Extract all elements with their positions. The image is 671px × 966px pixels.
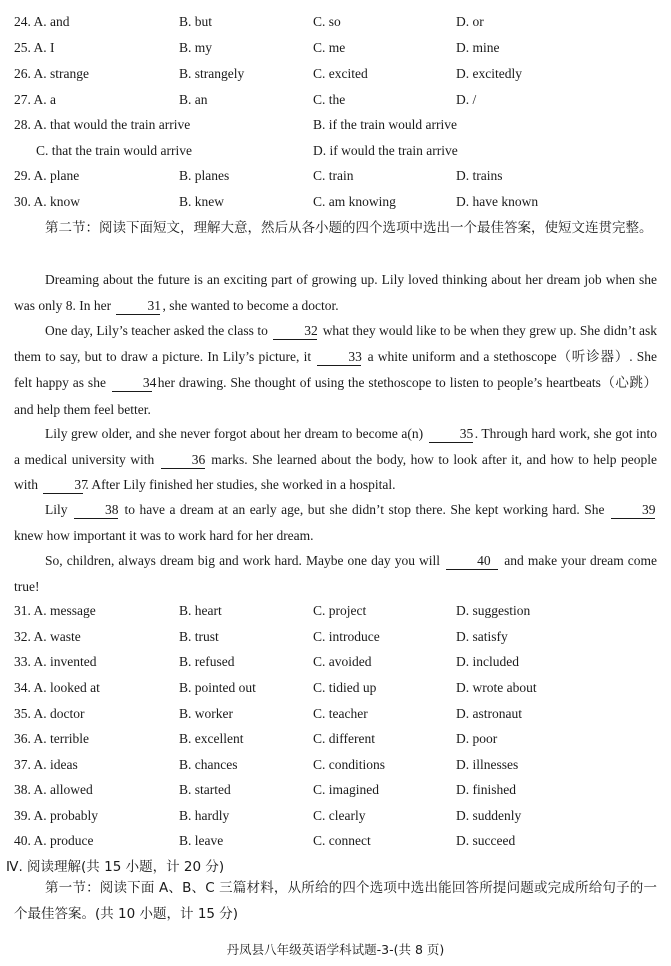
blank-37: 37 — [43, 477, 83, 494]
option-a: 36. A. terrible — [14, 731, 89, 746]
option-d: D. wrote about — [456, 680, 537, 695]
blank-35: 35 — [429, 426, 473, 443]
option-c: C. imagined — [313, 782, 379, 797]
option-d: D. finished — [456, 782, 516, 797]
option-b: B. planes — [179, 168, 230, 183]
option-d: D. or — [456, 14, 484, 29]
option-d: D. succeed — [456, 833, 516, 848]
option-c: C. connect — [313, 833, 371, 848]
option-a: 31. A. message — [14, 603, 96, 618]
options-row-32 — [14, 629, 664, 649]
option-a: 28. A. that would the train arrive — [14, 117, 191, 132]
option-c: C. conditions — [313, 757, 386, 772]
option-c: C. tidied up — [313, 680, 377, 695]
passage-paragraph-4: Lily 38 to have a dream at an early age, but she didn’t stop there. She kept working hard. She 39 knew how important it was to work hard for her dream. — [14, 502, 656, 543]
option-b: B. chances — [179, 757, 238, 772]
option-a: 27. A. a — [14, 92, 57, 107]
option-c: C. so — [313, 14, 341, 29]
option-a: 25. A. I — [14, 40, 55, 55]
option-d: D. illnesses — [456, 757, 519, 772]
option-a: 33. A. invented — [14, 654, 97, 669]
option-b: B. hardly — [179, 808, 230, 823]
option-a: 37. A. ideas — [14, 757, 78, 772]
blank-38: 38 — [74, 502, 118, 519]
option-c: C. teacher — [313, 706, 368, 721]
option-c: C. train — [313, 168, 354, 183]
option-d: D. included — [456, 654, 519, 669]
option-a: 40. A. produce — [14, 833, 94, 848]
blank-32: 32 — [273, 323, 317, 340]
passage-paragraph-2: One day, Lily’s teacher asked the class to 32 what they would like to be when they grew up. She didn’t ask them to say, but to draw a picture. In Lily’s picture, it 33 a white uniform and a stethoscope（听诊器）. She felt happy as she 34 her drawing. She thought of using the stethoscope to listen to people’s heartbeats（心跳）and help them feel better. — [14, 323, 658, 417]
options-row-33 — [14, 654, 664, 674]
option-c: C. am knowing — [313, 194, 396, 209]
options-row-36 — [14, 731, 664, 751]
section2-instructions: 第二节：阅读下面短文，理解大意，然后从各小题的四个选项中选出一个最佳答案，使短文连贯完整。 — [45, 220, 653, 236]
option-c: C. me — [313, 40, 346, 55]
option-d: D. have known — [456, 194, 539, 209]
option-c: C. project — [313, 603, 367, 618]
section4-instructions: 第一节：阅读下面 A、B、C 三篇材料，从所给的四个选项中选出能回答所提问题或完成所给句子的一个最佳答案。(共 10 小题，计 15 分) — [14, 880, 657, 922]
option-b: B. trust — [179, 629, 219, 644]
option-b: B. excellent — [179, 731, 244, 746]
option-a: 26. A. strange — [14, 66, 89, 81]
options-row-40 — [14, 833, 664, 853]
options-row-24 — [14, 14, 664, 34]
options-row-34 — [14, 680, 664, 700]
option-d: D. mine — [456, 40, 500, 55]
blank-39: 39 — [611, 502, 655, 519]
options-row-30 — [14, 194, 664, 214]
options-row-28a — [14, 117, 664, 137]
option-b: B. knew — [179, 194, 224, 209]
option-c: C. different — [313, 731, 375, 746]
option-b: B. strangely — [179, 66, 245, 81]
option-d: D. satisfy — [456, 629, 508, 644]
option-b: B. worker — [179, 706, 233, 721]
option-a: 35. A. doctor — [14, 706, 85, 721]
option-b: B. refused — [179, 654, 235, 669]
blank-33: 33 — [317, 349, 361, 366]
blank-31: 31 — [116, 298, 160, 315]
option-c: C. avoided — [313, 654, 372, 669]
option-a: 39. A. probably — [14, 808, 98, 823]
option-c: C. that the train would arrive — [36, 143, 192, 158]
options-row-25 — [14, 40, 664, 60]
options-row-28b — [14, 143, 664, 163]
option-d: D. excitedly — [456, 66, 522, 81]
options-row-31 — [14, 603, 664, 623]
options-row-35 — [14, 706, 664, 726]
option-b: B. my — [179, 40, 213, 55]
options-row-38 — [14, 782, 664, 802]
passage-paragraph-3: Lily grew older, and she never forgot about her dream to become a(n) 35 . Through hard work, she got into a medical university with 36 marks. She learned about the body, how to look after it, and how to help people with 37. After Lily finished her studies, she worked in a hospital. — [14, 426, 658, 493]
option-a: 24. A. and — [14, 14, 70, 29]
blank-40: 40 — [446, 553, 498, 570]
option-d: D. suggestion — [456, 603, 531, 618]
option-c: C. introduce — [313, 629, 380, 644]
blank-34: 34 — [112, 375, 152, 392]
option-c: C. the — [313, 92, 346, 107]
options-row-29 — [14, 168, 664, 188]
section4-title: Ⅳ. 阅读理解(共 15 小题，计 20 分) — [6, 859, 225, 875]
option-b: B. started — [179, 782, 231, 797]
option-c: C. clearly — [313, 808, 366, 823]
options-row-39 — [14, 808, 664, 828]
option-d: D. if would the train arrive — [313, 143, 458, 158]
option-d: D. suddenly — [456, 808, 522, 823]
option-b: B. heart — [179, 603, 222, 618]
option-a: 34. A. looked at — [14, 680, 100, 695]
option-d: D. poor — [456, 731, 498, 746]
page-footer: 丹凤县八年级英语学科试题-3-(共 8 页) — [226, 942, 445, 957]
option-b: B. leave — [179, 833, 224, 848]
options-row-27 — [14, 92, 664, 112]
option-b: B. pointed out — [179, 680, 256, 695]
option-d: D. astronaut — [456, 706, 522, 721]
option-b: B. an — [179, 92, 208, 107]
option-a: 29. A. plane — [14, 168, 80, 183]
options-row-37 — [14, 757, 664, 777]
passage-paragraph-1: Dreaming about the future is an exciting part of growing up. Lily loved thinking about her dream job when she was only 8. In her 31 , she wanted to become a doctor. — [14, 272, 657, 313]
option-a: 38. A. allowed — [14, 782, 93, 797]
option-b: B. but — [179, 14, 213, 29]
option-d: D. trains — [456, 168, 503, 183]
option-a: 30. A. know — [14, 194, 81, 209]
options-row-26 — [14, 66, 664, 86]
option-c: C. excited — [313, 66, 368, 81]
blank-36: 36 — [161, 452, 205, 469]
option-d: D. / — [456, 92, 477, 107]
option-a: 32. A. waste — [14, 629, 81, 644]
option-b: B. if the train would arrive — [313, 117, 457, 132]
passage-paragraph-5: So, children, always dream big and work hard. Maybe one day you will 40 and make your dream come true! — [14, 553, 658, 594]
